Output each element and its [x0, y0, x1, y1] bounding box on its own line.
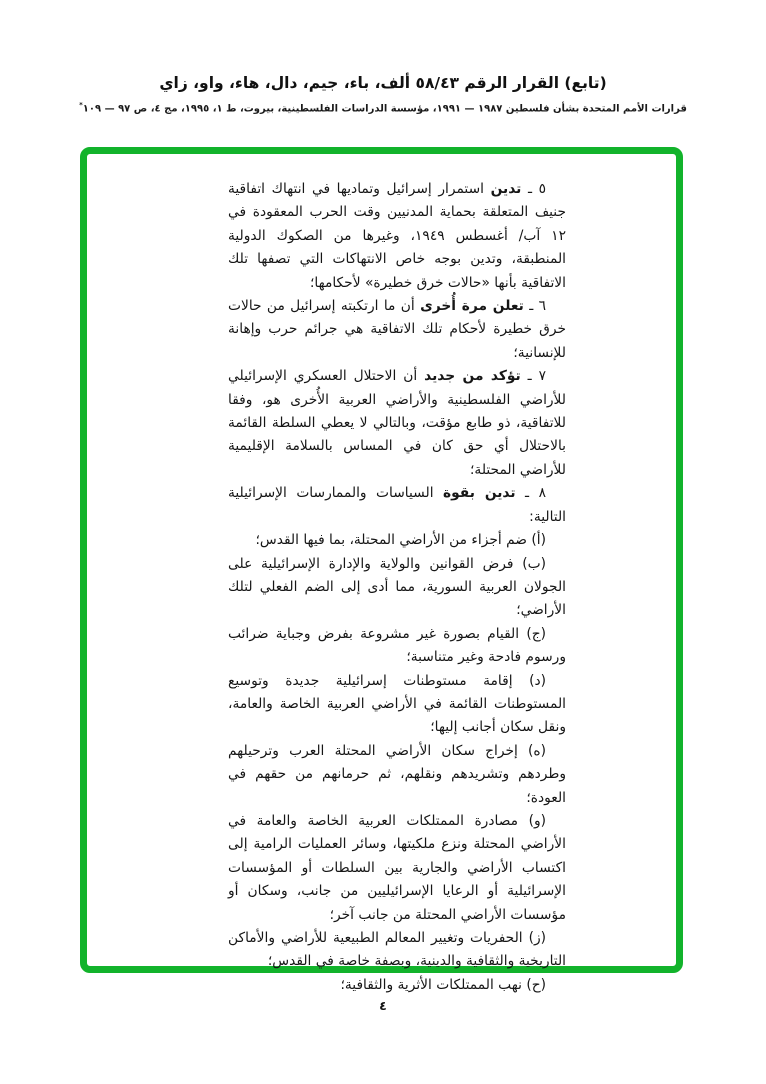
subitem-label: (و)	[528, 812, 546, 829]
body-subitem	[228, 670, 566, 740]
footnote-mark: *	[79, 101, 83, 109]
page-number: ٤	[379, 998, 387, 1013]
subitem-text: إقامة مستوطنات إسرائيلية جديدة وتوسيع المستوطنات القائمة في الأراضي العربية الخاصة والعامة، ونقل سكان أجانب إليها؛	[228, 672, 566, 736]
source-citation	[0, 101, 766, 114]
subitem-text: مصادرة الممتلكات العربية الخاصة والعامة في الأراضي المحتلة ونزع ملكيتها، وسائر العمليات الرامية إلى اكتساب الأراضي والجارية بين السلطات أو المؤسسات الإسرائيلية أو الرعايا الإسرائيليين من جانب، وسكان أو مؤسسات الأراضي المحتلة من جانب آخر؛	[228, 812, 566, 923]
body-subitem	[228, 810, 566, 927]
subitem-label: (ح)	[526, 976, 546, 993]
paragraph-text: استمرار إسرائيل وتماديها في انتهاك اتفاقية جنيف المتعلقة بحماية المدنيين وقت الحرب المعقودة في ١٢ آب/ أغسطس ١٩٤٩، وغيرها من الصكوك الدولية المنطبقة، وتدين بوجه خاص الانتهاكات التي تصفها تلك الاتفاقية بأنها «حالات خرق خطيرة» لأحكامها؛	[228, 181, 566, 291]
subitem-text: الحفريات وتغيير المعالم الطبيعية للأراضي والأماكن التاريخية والثقافية والدينية، وبصفة خاصة في القدس؛	[228, 930, 566, 970]
subitem-label: (أ)	[531, 532, 546, 549]
body-subitem	[228, 553, 566, 623]
paragraph-number: ٨ ـ	[525, 485, 546, 502]
content-frame	[80, 147, 683, 993]
paragraph-keyword: تدين بقوة	[443, 485, 516, 502]
paragraph-number: ٥ ـ	[527, 181, 546, 197]
subitem-label: (د)	[529, 672, 546, 689]
subitem-text: ضم أجزاء من الأراضي المحتلة، بما فيها القدس؛	[255, 532, 527, 549]
body-paragraph	[228, 295, 566, 365]
document-title: (تابع) القرار الرقم ٥٨/٤٣ ألف، باء، جيم، دال، هاء، واو، زاي	[159, 74, 607, 92]
body-subitem	[228, 927, 566, 974]
resolution-text	[228, 178, 566, 997]
subitem-text: إخراج سكان الأراضي المحتلة العرب وترحيلهم وطردهم وتشريدهم ونقلهم، ثم حرمانهم من حقهم في العودة؛	[228, 742, 566, 806]
subitem-text: القيام بصورة غير مشروعة بفرض وجباية ضرائب ورسوم فادحة وغير متناسبة؛	[228, 625, 566, 666]
paragraph-text: أن ما ارتكبته إسرائيل من حالات خرق خطيرة لأحكام تلك الاتفاقية هي جرائم حرب وإهانة للإنسانية؛	[228, 298, 566, 361]
subitem-label: (ج)	[526, 625, 546, 642]
source-citation-text: قرارات الأمم المتحدة بشأن فلسطين ١٩٨٧ — ١٩٩١، مؤسسة الدراسات الفلسطينية، بيروت، ط ١، ١٩٩٥، مج ٤، ص ٩٧ — ١٠٩	[82, 103, 687, 115]
subitem-label: (ز)	[528, 930, 546, 946]
body-subitem	[228, 740, 566, 810]
paragraph-text: السياسات والممارسات الإسرائيلية التالية:	[228, 485, 566, 525]
paragraph-text: أن الاحتلال العسكري الإسرائيلي للأراضي الفلسطينية والأراضي العربية الأُخرى هو، وفقا للاتفاقية، ذو طابع مؤقت، وبالتالي لا يعطي السلطة القائمة بالاحتلال أي حق كان في المساس بالسلامة الإقليمية للأراضي المحتلة؛	[228, 368, 566, 478]
subitem-label: (ب)	[522, 555, 546, 572]
paragraph-number: ٦ ـ	[529, 298, 546, 315]
paragraph-keyword: تعلن مرة أُخرى	[420, 298, 524, 315]
body-paragraph	[228, 365, 566, 482]
body-subitem	[228, 529, 566, 552]
subitem-text: نهب الممتلكات الأثرية والثقافية؛	[340, 976, 522, 993]
paragraph-keyword: تؤكد من جديد	[424, 368, 521, 385]
body-paragraph	[228, 178, 566, 295]
body-paragraph	[228, 482, 566, 529]
paragraph-number: ٧ ـ	[527, 368, 546, 385]
body-subitem	[228, 623, 566, 670]
body-subitem	[228, 974, 566, 997]
paragraph-keyword: تدين	[490, 181, 522, 197]
subitem-label: (ه)	[528, 742, 546, 759]
subitem-text: فرض القوانين والولاية والإدارة الإسرائيلية على الجولان العربية السورية، مما أدى إلى الضم الفعلي لتلك الأراضي؛	[228, 555, 566, 619]
